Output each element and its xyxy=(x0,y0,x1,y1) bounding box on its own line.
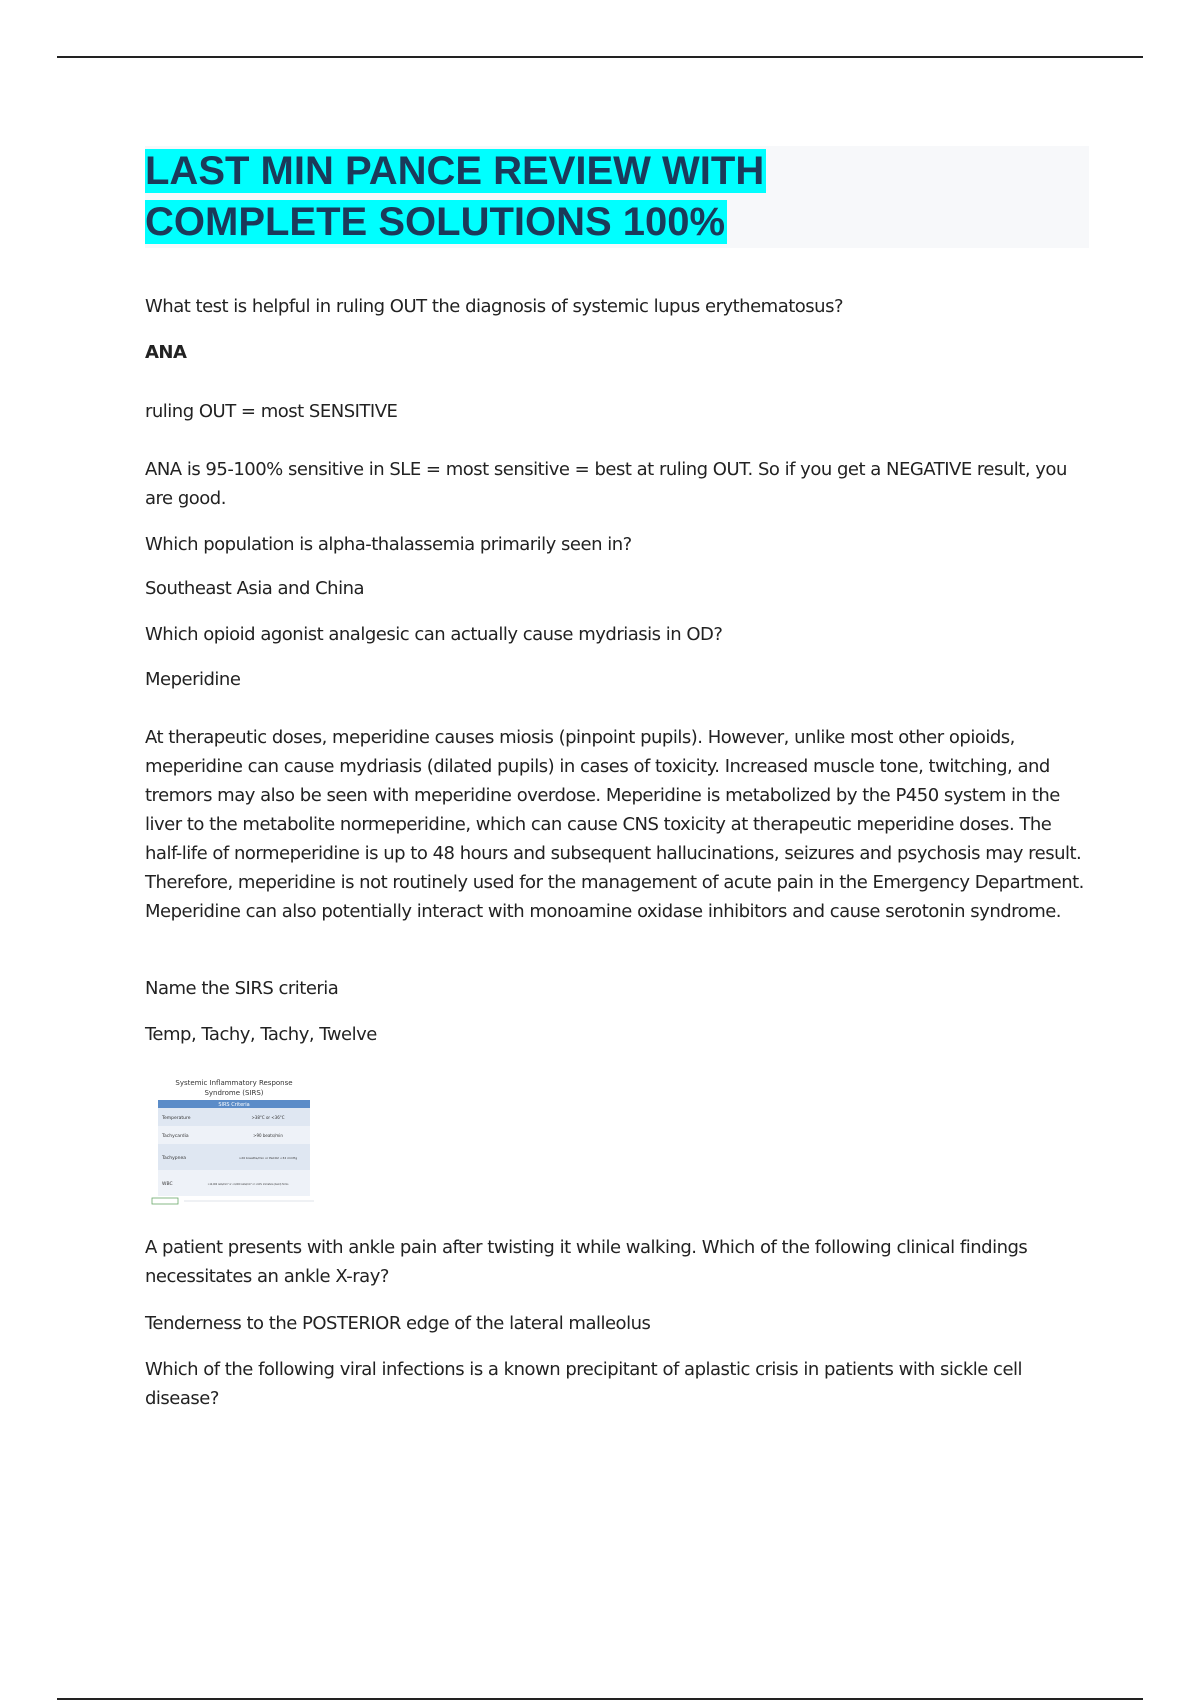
answer-3: Meperidine xyxy=(145,669,241,690)
top-rule xyxy=(57,56,1143,58)
sirs-title-2: Syndrome (SIRS) xyxy=(204,1089,264,1097)
sirs-row-4-value: >12,000 cells/mm³ or <4,000 cells/mm³ or >10% immature (band) forms xyxy=(207,1183,289,1186)
answer-1-note-1: ruling OUT = most SENSITIVE xyxy=(145,401,398,422)
sirs-row-1-value: >38°C or <36°C xyxy=(251,1115,285,1120)
sirs-title-1: Systemic Inflammatory Response xyxy=(175,1079,293,1087)
title-block xyxy=(145,146,1089,248)
sirs-row-3-value: >20 breaths/min or PaCO2 <32 mmHg xyxy=(238,1156,298,1160)
title-line-1: LAST MIN PANCE REVIEW WITH xyxy=(145,149,765,193)
question-3: Which opioid agonist analgesic can actually cause mydriasis in OD? xyxy=(145,624,723,645)
question-2: Which population is alpha-thalassemia primarily seen in? xyxy=(145,534,632,555)
sirs-criteria-image xyxy=(148,1073,320,1209)
sirs-row-3-label: Tachypnea xyxy=(162,1156,186,1161)
sirs-row-4-label: WBC xyxy=(162,1182,173,1187)
sirs-header: SIRS Criteria xyxy=(218,1102,250,1108)
answer-5: Tenderness to the POSTERIOR edge of the lateral malleolus xyxy=(145,1313,651,1334)
sirs-row-2-label: Tachycardia xyxy=(162,1134,189,1139)
question-6: Which of the following viral infections is a known precipitant of aplastic crisis in patients with sickle cell disease? xyxy=(145,1359,1023,1409)
question-4: Name the SIRS criteria xyxy=(145,978,339,999)
title-line-2: COMPLETE SOLUTIONS 100% xyxy=(145,200,726,244)
answer-1-note-2: ANA is 95-100% sensitive in SLE = most sensitive = best at ruling OUT. So if you get a NEGATIVE result, you are good. xyxy=(145,459,1067,509)
answer-3-note: At therapeutic doses, meperidine causes miosis (pinpoint pupils). However, unlike most other opioids, meperidine can cause mydriasis (dilated pupils) in cases of toxicity. Increased muscle tone, twitching, and tremors may also be seen with meperidine overdose. Meperidine is metabolized by the P450 system in the liver to the metabolite normeperidine, which can cause CNS toxicity at therapeutic meperidine doses. The half-life of normeperidine is up to 48 hours and subsequent hallucinations, seizures and psychosis may result. Therefore, meperidine is not routinely used for the management of acute pain in the Emergency Department. Meperidine can also potentially interact with monoamine oxidase inhibitors and cause serotonin syndrome. xyxy=(145,727,1084,922)
page-title xyxy=(145,146,1089,248)
sirs-row-1-label: Temperature xyxy=(162,1116,191,1121)
sirs-row-2-value: >90 beats/min xyxy=(253,1133,283,1138)
answer-1: ANA xyxy=(145,342,187,363)
answer-2: Southeast Asia and China xyxy=(145,578,365,599)
question-5: A patient presents with ankle pain after twisting it while walking. Which of the following clinical findings necessitates an ankle X-ray? xyxy=(145,1237,1028,1287)
question-1: What test is helpful in ruling OUT the diagnosis of systemic lupus erythematosus? xyxy=(145,296,844,317)
answer-4: Temp, Tachy, Tachy, Twelve xyxy=(145,1024,377,1045)
